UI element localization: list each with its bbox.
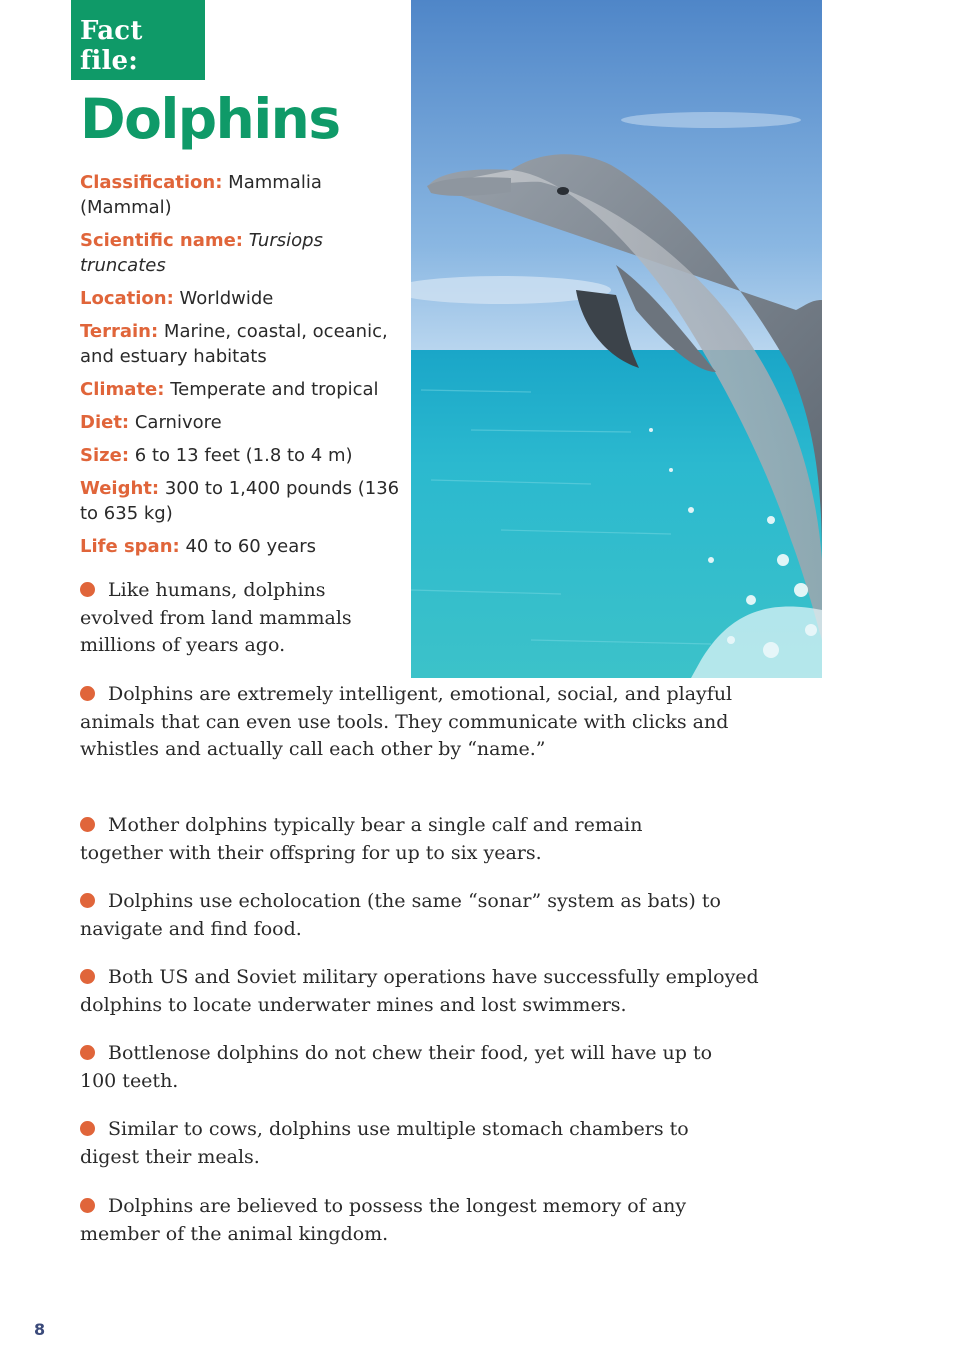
list-item: Dolphins are believed to possess the longest memory of any member of the animal kingdom.: [80, 1195, 687, 1245]
page-title: Dolphins: [80, 87, 340, 151]
fact-file-label: Fact file:: [80, 16, 143, 76]
dolphin-photo: [411, 0, 822, 678]
bullet-dot-icon: [80, 1198, 95, 1213]
fact-terrain: Terrain: Marine, coastal, oceanic, and estuary habitats: [80, 321, 388, 367]
fact-classification: Classification: Mammalia (Mammal): [80, 172, 322, 218]
list-item: Dolphins use echolocation (the same “sonar” system as bats) to navigate and find food.: [80, 890, 721, 940]
fact-weight: Weight: 300 to 1,400 pounds (136 to 635 kg): [80, 478, 400, 524]
fact-scientific-name: Scientific name: Tursiops truncates: [80, 230, 323, 276]
list-item: Bottlenose dolphins do not chew their food, yet will have up to 100 teeth.: [80, 1042, 713, 1092]
list-item: Mother dolphins typically bear a single calf and remain together with their offspring for up to six years.: [80, 814, 643, 864]
bullet-dot-icon: [80, 582, 95, 597]
fact-list: [80, 170, 400, 567]
fact-file-tag: [71, 0, 205, 80]
fact-location: Location: Worldwide: [80, 288, 274, 309]
bullet-dot-icon: [80, 1121, 95, 1136]
list-item: Like humans, dolphins evolved from land mammals millions of years ago.: [80, 579, 352, 656]
page-number: 8: [34, 1320, 46, 1339]
bullet-dot-icon: [80, 686, 95, 701]
list-item: Both US and Soviet military operations have successfully employed dolphins to locate underwater mines and lost swimmers.: [80, 966, 759, 1016]
fact-life-span: Life span: 40 to 60 years: [80, 536, 317, 557]
bullet-dot-icon: [80, 969, 95, 984]
fact-climate: Climate: Temperate and tropical: [80, 379, 379, 400]
fact-diet: Diet: Carnivore: [80, 412, 222, 433]
bullet-dot-icon: [80, 817, 95, 832]
bullet-dot-icon: [80, 893, 95, 908]
bullet-dot-icon: [80, 1045, 95, 1060]
list-item: Dolphins are extremely intelligent, emotional, social, and playful animals that can even use tools. They communicate with clicks and whistles and actually call each other by “name.”: [80, 683, 733, 760]
list-item: Similar to cows, dolphins use multiple stomach chambers to digest their meals.: [80, 1118, 689, 1168]
fact-size: Size: 6 to 13 feet (1.8 to 4 m): [80, 445, 353, 466]
